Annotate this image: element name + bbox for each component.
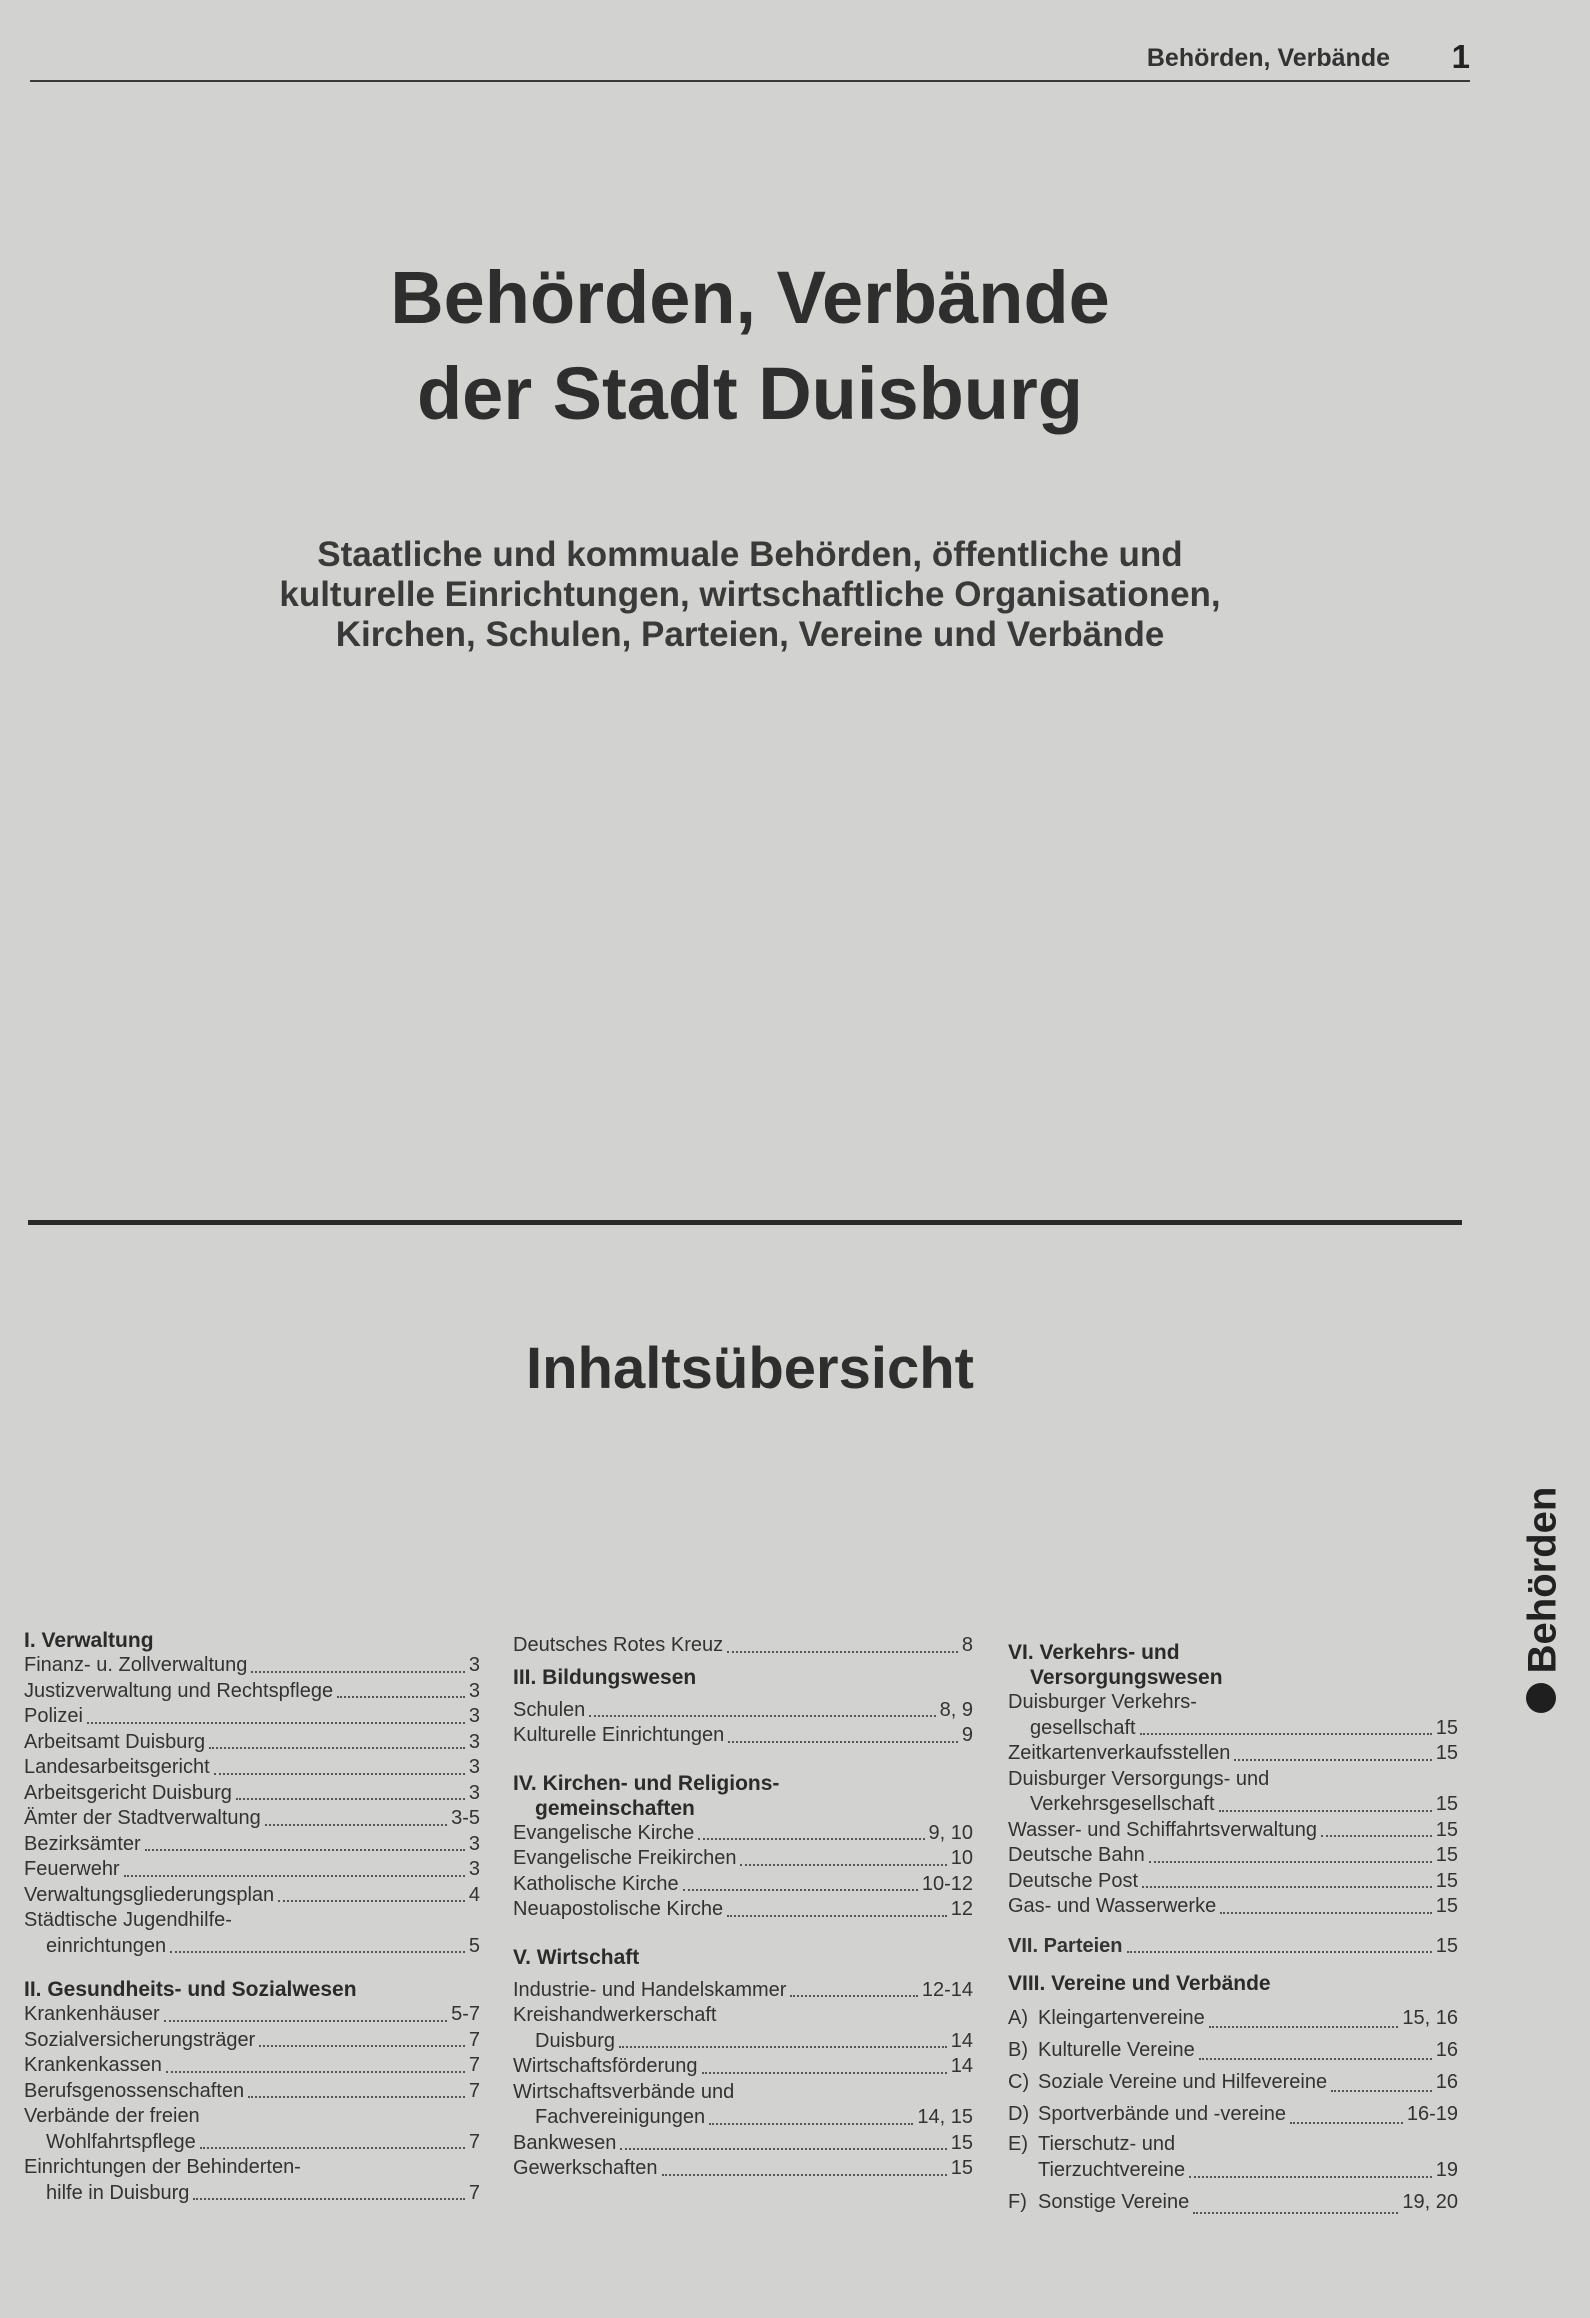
toc-entry: Ämter der Stadtverwaltung 3-5: [24, 1807, 480, 1829]
toc-entry: Deutsches Rotes Kreuz 8: [513, 1634, 973, 1656]
toc-entry: Wirtschaftsförderung 14: [513, 2055, 973, 2077]
toc-entry: Evangelische Kirche 9, 10: [513, 1821, 973, 1844]
toc-entry: Duisburger Versorgungs- und Verkehrsgesellschaft 15: [1008, 1767, 1458, 1815]
toc-entry: Gas- und Wasserwerke 15: [1008, 1895, 1458, 1917]
toc-entry: Wasser- und Schiffahrtsverwaltung 15: [1008, 1818, 1458, 1841]
toc-entry: E) Tierschutz- und Tierzuchtvereine 19: [1008, 2133, 1458, 2181]
main-title: [150, 250, 1350, 442]
toc-heading: Inhaltsübersicht: [526, 1336, 974, 1401]
toc-entry: Finanz- u. Zollverwaltung 3: [24, 1654, 480, 1676]
toc-entry: Einrichtungen der Behinderten- hilfe in Duisburg 7: [24, 2156, 480, 2204]
toc-entry: Justizverwaltung und Rechtspflege 3: [24, 1679, 480, 1702]
toc-entry: Städtische Jugendhilfe- einrichtungen 5: [24, 1909, 480, 1957]
toc-entry: Krankenhäuser 5-7: [24, 2003, 480, 2025]
page-number: 1: [1451, 38, 1470, 75]
toc-entry: Neuapostolische Kirche 12: [513, 1898, 973, 1920]
toc-entry: Deutsche Post 15: [1008, 1869, 1458, 1892]
toc-entry: Industrie- und Handelskammer 12-14: [513, 1978, 973, 2001]
toc-section-heading: VI. Verkehrs- und Versorgungswesen: [1008, 1641, 1223, 1689]
subtitle-line: Staatliche und kommuale Behörden, öffentliche und: [317, 535, 1183, 574]
toc-entry: Verbände der freien Wohlfahrtspflege 7: [24, 2105, 480, 2153]
toc-section-heading: V. Wirtschaft: [513, 1945, 640, 1969]
toc-entry: C) Soziale Vereine und Hilfevereine 16: [1008, 2071, 1458, 2093]
toc-entry: Zeitkartenverkaufsstellen 15: [1008, 1742, 1458, 1764]
toc-entry: B) Kulturelle Vereine 16: [1008, 2039, 1458, 2061]
toc-entry: Bankwesen 15: [513, 2131, 973, 2154]
toc-entry: A) Kleingartenvereine 15, 16: [1008, 2007, 1458, 2029]
toc-entry: Arbeitsamt Duisburg 3: [24, 1730, 480, 1753]
running-header: [30, 40, 1470, 82]
running-header-title: Behörden, Verbände: [1146, 44, 1390, 72]
side-tab: [1513, 1440, 1573, 1720]
toc-entry: Polizei 3: [24, 1705, 480, 1727]
side-tab-label: Behörden: [1520, 1486, 1565, 1674]
toc-entry: Sozialversicherungsträger 7: [24, 2028, 480, 2051]
main-title-line: Behörden, Verbände: [390, 256, 1110, 339]
toc-section-heading: II. Gesundheits- und Sozialwesen: [24, 1978, 357, 2001]
toc-entry: Wirtschaftsverbände und Fachvereinigungen 14, 15: [513, 2080, 973, 2128]
toc-entry: Berufsgenossenschaften 7: [24, 2079, 480, 2102]
toc-entry: F) Sonstige Vereine 19, 20: [1008, 2190, 1458, 2213]
toc-entry: Deutsche Bahn 15: [1008, 1844, 1458, 1866]
subtitle-line: kulturelle Einrichtungen, wirtschaftliche Organisationen,: [279, 575, 1221, 614]
toc-entry: Verwaltungsgliederungsplan 4: [24, 1883, 480, 1906]
toc-section-heading: III. Bildungswesen: [513, 1665, 697, 1689]
toc-entry: Bezirksämter 3: [24, 1832, 480, 1855]
toc-column-2: [513, 1633, 973, 2182]
toc-entry: D) Sportverbände und -vereine 16-19: [1008, 2103, 1458, 2125]
toc-entry: Landesarbeitsgericht 3: [24, 1756, 480, 1778]
toc-entry: Schulen 8, 9: [513, 1698, 973, 1721]
subtitle-line: Kirchen, Schulen, Parteien, Vereine und Verbände: [335, 615, 1165, 654]
toc-entry: Feuerwehr 3: [24, 1858, 480, 1880]
subtitle: [150, 535, 1350, 655]
toc-entry: Kulturelle Einrichtungen 9: [513, 1724, 973, 1746]
toc-entry: Duisburger Verkehrs- gesellschaft 15: [1008, 1691, 1458, 1739]
toc-entry: Gewerkschaften 15: [513, 2157, 973, 2179]
toc-entry: Krankenkassen 7: [24, 2054, 480, 2076]
toc-entry: Kreishandwerkerschaft Duisburg 14: [513, 2004, 973, 2052]
toc-section-entry: VII. Parteien 15: [1008, 1934, 1458, 1957]
toc-entry: Evangelische Freikirchen 10: [513, 1847, 973, 1869]
toc-entry: Katholische Kirche 10-12: [513, 1872, 973, 1895]
toc-entry: Arbeitsgericht Duisburg 3: [24, 1781, 480, 1804]
toc-section-heading: VIII. Vereine und Verbände: [1008, 1972, 1271, 1995]
toc-section-heading: I. Verwaltung: [24, 1629, 154, 1652]
main-title-line: der Stadt Duisburg: [416, 352, 1084, 435]
toc-section-heading: IV. Kirchen- und Religions- gemeinschaften: [513, 1771, 780, 1820]
section-divider: [28, 1220, 1462, 1225]
bullet-dot-icon: [1526, 1683, 1556, 1713]
toc-column-3: [1008, 1640, 1458, 2220]
toc-column-1: [24, 1628, 480, 2206]
